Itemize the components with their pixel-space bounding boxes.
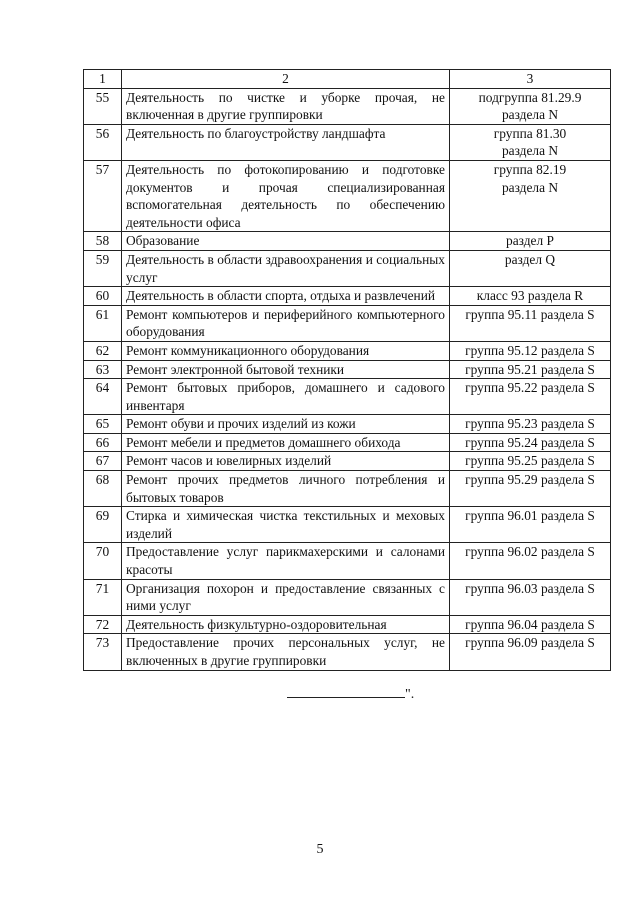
table-row xyxy=(84,287,611,306)
row-number-cell: 70 xyxy=(84,543,122,579)
table-row xyxy=(84,634,611,670)
table-row xyxy=(84,160,611,231)
classifier-code-cell: группа 95.23 раздела S xyxy=(450,415,611,434)
table-row xyxy=(84,507,611,543)
table-row xyxy=(84,232,611,251)
activity-table xyxy=(83,69,611,671)
activity-description-cell: Деятельность в области здравоохранения и социальных услуг xyxy=(122,250,450,286)
row-number-cell: 72 xyxy=(84,615,122,634)
table-row xyxy=(84,360,611,379)
row-number-cell: 67 xyxy=(84,452,122,471)
activity-description-cell: Ремонт коммуникационного оборудования xyxy=(122,341,450,360)
classifier-code-cell: группа 95.12 раздела S xyxy=(450,341,611,360)
classifier-code-cell: группа 95.11 раздела S xyxy=(450,305,611,341)
row-number-cell: 63 xyxy=(84,360,122,379)
row-number-cell: 71 xyxy=(84,579,122,615)
activity-description-cell: Деятельность по благоустройству ландшафта xyxy=(122,124,450,160)
activity-description-cell: Ремонт электронной бытовой техники xyxy=(122,360,450,379)
activity-description-cell: Предоставление услуг парикмахерскими и салонами красоты xyxy=(122,543,450,579)
activity-description-cell: Стирка и химическая чистка текстильных и меховых изделий xyxy=(122,507,450,543)
activity-description-cell: Ремонт мебели и предметов домашнего обихода xyxy=(122,433,450,452)
classifier-code-cell: группа 95.24 раздела S xyxy=(450,433,611,452)
row-number-cell: 61 xyxy=(84,305,122,341)
row-number-cell: 68 xyxy=(84,471,122,507)
activity-description-cell: Предоставление прочих персональных услуг, не включенных в другие группировки xyxy=(122,634,450,670)
classifier-code-cell: группа 95.25 раздела S xyxy=(450,452,611,471)
table-row xyxy=(84,124,611,160)
classifier-code-cell: раздел Q xyxy=(450,250,611,286)
table-row xyxy=(84,452,611,471)
row-number-cell: 55 xyxy=(84,88,122,124)
row-number-cell: 62 xyxy=(84,341,122,360)
table-row xyxy=(84,379,611,415)
activity-description-cell: Деятельность по фотокопированию и подготовке документов и прочая специализированная вспомогательная деятельность по обеспечению деятельности офиса xyxy=(122,160,450,231)
header-cell-2: 2 xyxy=(122,70,450,89)
classifier-code-cell: группа 96.03 раздела S xyxy=(450,579,611,615)
closing-line xyxy=(287,687,414,703)
table-row xyxy=(84,250,611,286)
classifier-code-cell: группа 96.04 раздела S xyxy=(450,615,611,634)
classifier-code-cell: группа 81.30 раздела N xyxy=(450,124,611,160)
row-number-cell: 64 xyxy=(84,379,122,415)
activity-description-cell: Ремонт прочих предметов личного потребления и бытовых товаров xyxy=(122,471,450,507)
classifier-code-cell: группа 95.29 раздела S xyxy=(450,471,611,507)
row-number-cell: 56 xyxy=(84,124,122,160)
row-number-cell: 59 xyxy=(84,250,122,286)
classifier-code-cell: группа 96.01 раздела S xyxy=(450,507,611,543)
closing-quote: ". xyxy=(405,687,415,702)
activity-description-cell: Организация похорон и предоставление связанных с ними услуг xyxy=(122,579,450,615)
classifier-code-cell: группа 95.22 раздела S xyxy=(450,379,611,415)
activity-description-cell: Ремонт обуви и прочих изделий из кожи xyxy=(122,415,450,434)
classifier-code-cell: раздел P xyxy=(450,232,611,251)
table-row xyxy=(84,543,611,579)
classifier-code-cell: группа 95.21 раздела S xyxy=(450,360,611,379)
header-cell-1: 1 xyxy=(84,70,122,89)
classifier-code-cell: группа 82.19 раздела N xyxy=(450,160,611,231)
activity-description-cell: Ремонт бытовых приборов, домашнего и садового инвентаря xyxy=(122,379,450,415)
activity-description-cell: Деятельность физкультурно-оздоровительная xyxy=(122,615,450,634)
row-number-cell: 66 xyxy=(84,433,122,452)
row-number-cell: 58 xyxy=(84,232,122,251)
row-number-cell: 60 xyxy=(84,287,122,306)
table-row xyxy=(84,615,611,634)
header-cell-3: 3 xyxy=(450,70,611,89)
table-row xyxy=(84,88,611,124)
table-row xyxy=(84,341,611,360)
activity-description-cell: Образование xyxy=(122,232,450,251)
table-row xyxy=(84,415,611,434)
classifier-code-cell: класс 93 раздела R xyxy=(450,287,611,306)
classifier-code-cell: подгруппа 81.29.9 раздела N xyxy=(450,88,611,124)
table-row xyxy=(84,471,611,507)
classifier-code-cell: группа 96.02 раздела S xyxy=(450,543,611,579)
page-number: 5 xyxy=(316,842,324,857)
classifier-code-cell: группа 96.09 раздела S xyxy=(450,634,611,670)
table-row xyxy=(84,579,611,615)
row-number-cell: 73 xyxy=(84,634,122,670)
table-row xyxy=(84,305,611,341)
activity-description-cell: Деятельность в области спорта, отдыха и развлечений xyxy=(122,287,450,306)
activity-description-cell: Ремонт компьютеров и периферийного компьютерного оборудования xyxy=(122,305,450,341)
table-header-row xyxy=(84,70,611,89)
activity-description-cell: Деятельность по чистке и уборке прочая, не включенная в другие группировки xyxy=(122,88,450,124)
row-number-cell: 65 xyxy=(84,415,122,434)
signature-underline xyxy=(287,687,405,698)
table-row xyxy=(84,433,611,452)
row-number-cell: 57 xyxy=(84,160,122,231)
activity-description-cell: Ремонт часов и ювелирных изделий xyxy=(122,452,450,471)
row-number-cell: 69 xyxy=(84,507,122,543)
